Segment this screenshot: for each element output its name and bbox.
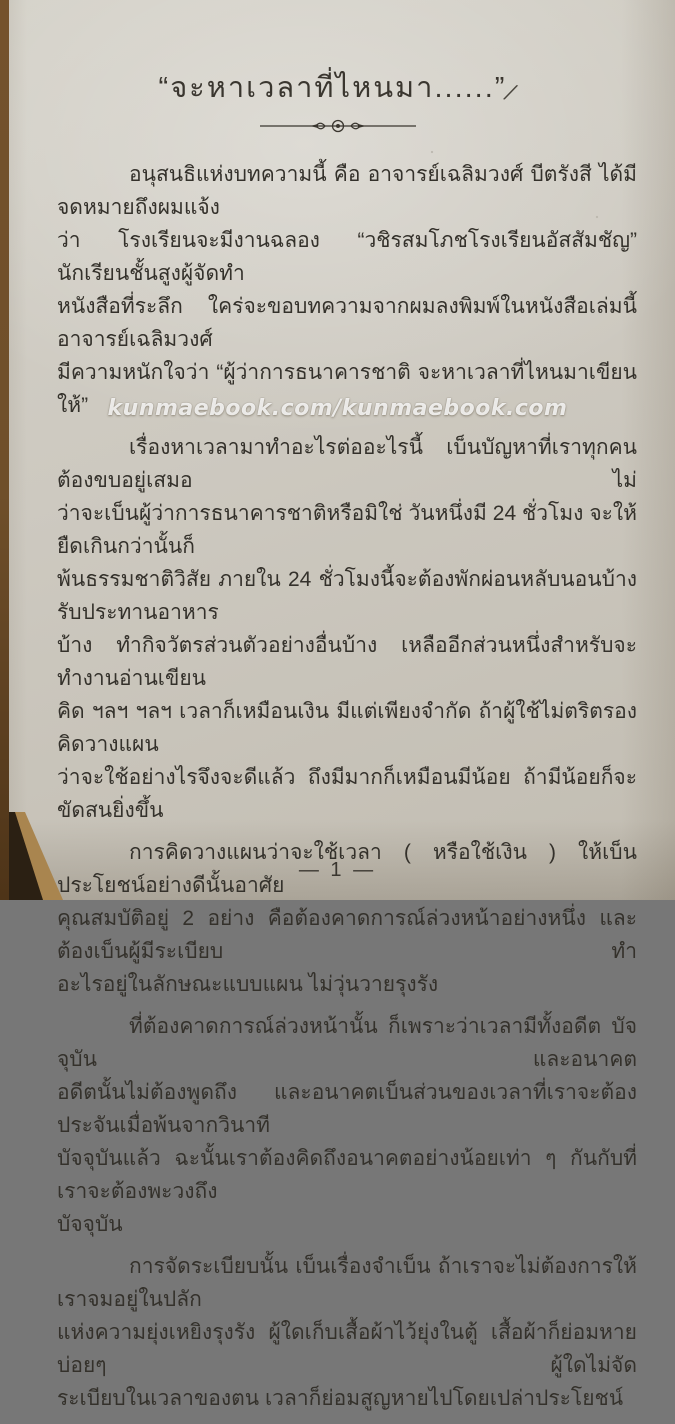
- text-line: อะไรอยู่ในลักษณะแบบแผน ไม่วุ่นวายรุงรัง: [57, 973, 439, 996]
- body-text: [57, 158, 637, 1424]
- paragraph-2: [57, 431, 637, 827]
- text-line: แห่งความยุ่งเหยิงรุงรัง ผู้ใดเก็บเสื้อผ้าไว้ยุ่งในตู้ เสื้อผ้าก็ย่อมหายบ่อยๆ ผู้ใดไม่จัด: [57, 1321, 637, 1377]
- text-line: อนุสนธิแห่งบทความนี้ คือ อาจารย์เฉลิมวงศ์ บีตรังสี ได้มีจดหมายถึงผมแจ้ง: [57, 163, 637, 219]
- text-line: ที่ต้องคาดการณ์ล่วงหน้านั้น ก็เพราะว่าเวลามีทั้งอดีต บัจจุบัน และอนาคต: [57, 1015, 637, 1071]
- paragraph-5: [57, 1250, 637, 1415]
- page-title: “จะหาเวลาที่ไหนมา......”: [158, 72, 507, 104]
- text-line: พ้นธรรมชาติวิสัย ภายใน 24 ชั่วโมงนี้จะต้องพักผ่อนหลับนอนบ้าง รับประทานอาหาร: [57, 568, 637, 624]
- text-line: ว่าจะใช้อย่างไรจึงจะดีแล้ว ถึงมีมากก็เหมือนมีน้อย ถ้ามีน้อยก็จะขัดสนยิ่งขึ้น: [57, 766, 637, 822]
- divider-ornament-icon: [258, 118, 418, 134]
- text-line: คุณสมบัติอยู่ 2 อย่าง คือต้องคาดการณ์ล่วงหน้าอย่างหนึ่ง และต้องเบ็นผู้มีระเบียบ ทำ: [57, 907, 637, 963]
- text-line: คิด ฯลฯ ฯลฯ เวลาก็เหมือนเงิน มีแต่เพียงจำกัด ถ้าผู้ใช้ไม่ตริตรองคิดวางแผน: [57, 700, 637, 756]
- text-line: ว่า โรงเรียนจะมีงานฉลอง “วชิรสมโภชโรงเรียนอัสสัมชัญ” นักเรียนชั้นสูงผู้จัดทำ: [57, 229, 637, 285]
- text-line: บ้าง ทำกิจวัตรส่วนตัวอย่างอื่นบ้าง เหลืออีกส่วนหนึ่งสำหรับจะทำงานอ่านเขียน: [57, 634, 637, 690]
- book-spine-edge: [0, 0, 9, 900]
- page-number: — 1 —: [298, 859, 377, 881]
- text-line: มีความหนักใจว่า “ผู้ว่าการธนาคารชาติ จะหาเวลาที่ไหนมาเขียนให้”: [57, 361, 637, 417]
- text-line: การคิดวางแผนว่าจะใช้เวลา ( หรือใช้เงิน ) ให้เบ็นประโยชน์อย่างดีนั้นอาศัย: [57, 841, 637, 897]
- paragraph-1: [57, 158, 637, 422]
- text-line: บัจจุบัน: [57, 1213, 123, 1236]
- text-line: หนังสือที่ระลึก ใคร่จะขอบทความจากผมลงพิมพ์ในหนังสือเล่มนี้ อาจารย์เฉลิมวงศ์: [57, 295, 637, 351]
- text-line: อดีตนั้นไม่ต้องพูดถึง และอนาคตเบ็นส่วนของเวลาที่เราจะต้องประจันเมื่อพ้นจากวินาที: [57, 1081, 637, 1137]
- text-line: เรื่องหาเวลามาทำอะไรต่ออะไรนี้ เบ็นบัญหาที่เราทุกคนต้องขบอยู่เสมอ ไม่: [57, 436, 637, 492]
- text-line: การจัดระเบียบนั้น เบ็นเรื่องจำเบ็น ถ้าเราจะไม่ต้องการให้เราจมอยู่ในปลัก: [57, 1255, 637, 1311]
- divider: [0, 118, 675, 134]
- text-line: บัจจุบันแล้ว ฉะนั้นเราต้องคิดถึงอนาคตอย่างน้อยเท่า ๆ กันกับที่เราจะต้องพะวงถึง: [57, 1147, 637, 1203]
- page-title-row: [0, 64, 675, 110]
- pen-check-mark: ∕: [506, 79, 519, 108]
- text-line: ระเบียบในเวลาของตน เวลาก็ย่อมสูญหายไปโดยเปล่าประโยชน์: [57, 1387, 624, 1410]
- watermark: kunmaebook.com/kunmaebook.com: [107, 396, 568, 421]
- text-line: ว่าจะเบ็นผู้ว่าการธนาคารชาติหรือมิใช่ วันหนึ่งมี 24 ชั่วโมง จะให้ยืดเกินกว่านั้นก็: [57, 502, 637, 558]
- paragraph-4: [57, 1010, 637, 1241]
